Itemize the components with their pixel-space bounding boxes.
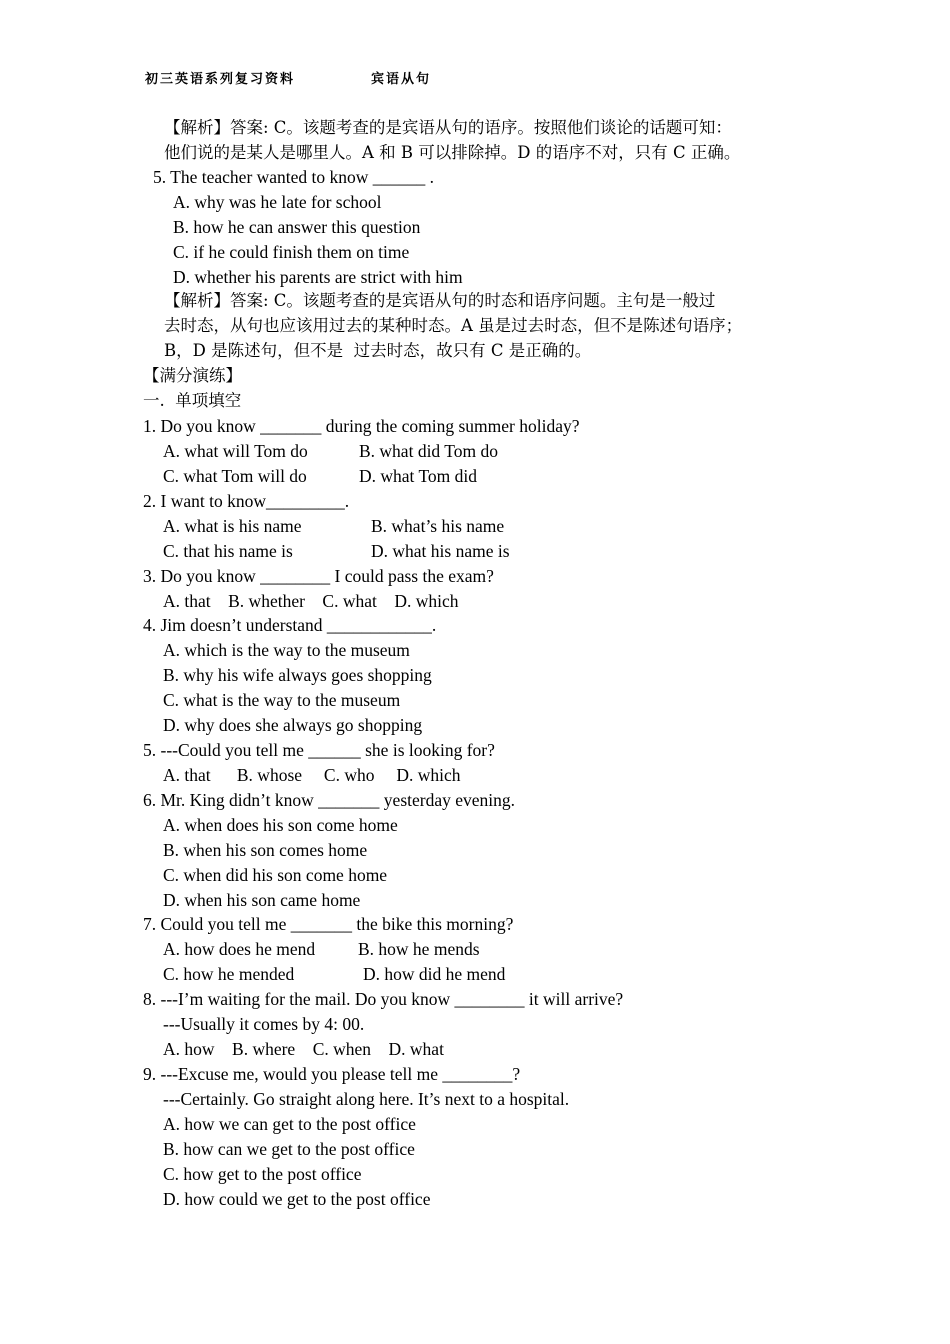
exercise-1-option-c: C. what Tom will do bbox=[163, 466, 307, 486]
exercise-2-option-a: A. what is his name bbox=[163, 516, 302, 536]
exercise-9-prompt: 9. ---Excuse me, would you please tell me ________? bbox=[143, 1064, 521, 1084]
exercise-4-prompt: 4. Jim doesn’t understand ____________. bbox=[143, 615, 437, 635]
exercise-1-prompt: 1. Do you know _______ during the coming summer holiday? bbox=[143, 416, 580, 436]
exercise-2-option-b: B. what’s his name bbox=[371, 516, 505, 536]
exercise-1-option-d: D. what Tom did bbox=[359, 466, 478, 486]
analysis-5-line-1: 【解析】答案: C。该题考查的是宾语从句的时态和语序问题。主句是一般过 bbox=[164, 291, 716, 310]
exercise-2-option-d: D. what his name is bbox=[371, 541, 510, 561]
exercise-9-reply: ---Certainly. Go straight along here. It’s next to a hospital. bbox=[163, 1089, 570, 1109]
exercise-3-prompt: 3. Do you know ________ I could pass the exam? bbox=[143, 566, 494, 586]
question-5-option-d: D. whether his parents are strict with him bbox=[173, 267, 463, 287]
exercise-6-option-c: C. when did his son come home bbox=[163, 865, 388, 885]
exercise-7-option-d: D. how did he mend bbox=[363, 964, 506, 984]
exercise-6-option-a: A. when does his son come home bbox=[163, 815, 398, 835]
header-series-title: 初三英语系列复习资料 bbox=[145, 72, 296, 87]
exercise-8-prompt: 8. ---I’m waiting for the mail. Do you know ________ it will arrive? bbox=[143, 989, 624, 1009]
question-5-option-a: A. why was he late for school bbox=[173, 192, 382, 212]
analysis-5-line-2: 去时态，从句也应该用过去的某种时态。A 虽是过去时态，但不是陈述句语序； bbox=[164, 316, 743, 335]
exercise-7-option-a: A. how does he mend bbox=[163, 939, 316, 959]
analysis-5-line-3: B，D 是陈述句，但不是 过去时态，故只有 C 是正确的。 bbox=[164, 341, 592, 360]
exercise-6-option-d: D. when his son came home bbox=[163, 890, 361, 910]
exercise-9-option-b: B. how can we get to the post office bbox=[163, 1139, 415, 1159]
subsection-title: 一. 单项填空 bbox=[143, 391, 242, 410]
analysis-4-line-2: 他们说的是某人是哪里人。A 和 B 可以排除掉。D 的语序不对，只有 C 正确。 bbox=[164, 143, 741, 162]
section-title: 【满分演练】 bbox=[143, 366, 242, 385]
exercise-3-options: A. that B. whether C. what D. which bbox=[163, 591, 459, 611]
exercise-1-option-b: B. what did Tom do bbox=[359, 441, 498, 461]
exercise-6-prompt: 6. Mr. King didn’t know _______ yesterday evening. bbox=[143, 790, 515, 810]
exercise-1-option-a: A. what will Tom do bbox=[163, 441, 308, 461]
question-5-option-c: C. if he could finish them on time bbox=[173, 242, 410, 262]
exercise-4-option-c: C. what is the way to the museum bbox=[163, 690, 401, 710]
analysis-4-line-1: 【解析】答案: C。该题考查的是宾语从句的语序。按照他们谈论的话题可知： bbox=[164, 118, 732, 137]
exercise-9-option-a: A. how we can get to the post office bbox=[163, 1114, 416, 1134]
exercise-8-options: A. how B. where C. when D. what bbox=[163, 1039, 444, 1059]
exercise-9-option-d: D. how could we get to the post office bbox=[163, 1189, 431, 1209]
exercise-5-options: A. that B. whose C. who D. which bbox=[163, 765, 461, 785]
exercise-7-option-b: B. how he mends bbox=[358, 939, 480, 959]
exercise-9-option-c: C. how get to the post office bbox=[163, 1164, 362, 1184]
page-header bbox=[145, 68, 431, 87]
exercise-4-option-d: D. why does she always go shopping bbox=[163, 715, 423, 735]
question-5-prompt: 5. The teacher wanted to know ______ . bbox=[153, 167, 435, 187]
exercise-4-option-b: B. why his wife always goes shopping bbox=[163, 665, 432, 685]
exercise-2-prompt: 2. I want to know_________. bbox=[143, 491, 350, 511]
exercise-2-option-c: C. that his name is bbox=[163, 541, 293, 561]
exercise-8-reply: ---Usually it comes by 4: 00. bbox=[163, 1014, 365, 1034]
exercise-5-prompt: 5. ---Could you tell me ______ she is looking for? bbox=[143, 740, 495, 760]
exercise-7-prompt: 7. Could you tell me _______ the bike this morning? bbox=[143, 914, 514, 934]
exercise-6-option-b: B. when his son comes home bbox=[163, 840, 368, 860]
exercise-7-option-c: C. how he mended bbox=[163, 964, 295, 984]
question-5-option-b: B. how he can answer this question bbox=[173, 217, 421, 237]
exercise-4-option-a: A. which is the way to the museum bbox=[163, 640, 410, 660]
header-topic-title: 宾语从句 bbox=[371, 72, 432, 87]
